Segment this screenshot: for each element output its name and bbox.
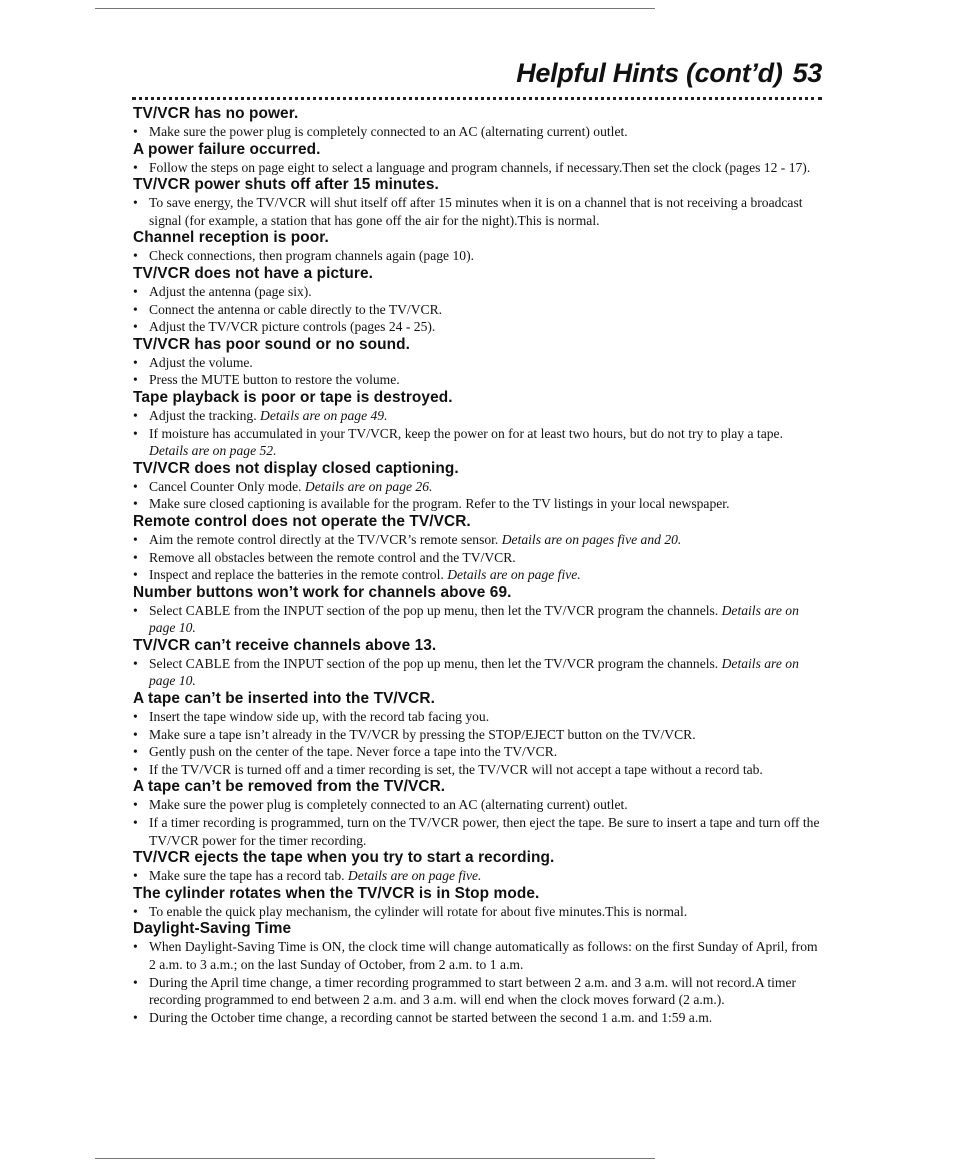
- hint-section: [133, 176, 823, 229]
- hint-item: [133, 602, 823, 637]
- hint-item: [133, 371, 823, 389]
- bullet-icon: •: [133, 761, 138, 777]
- hint-list: [133, 602, 823, 637]
- hint-item: [133, 425, 823, 460]
- hint-section: [133, 778, 823, 849]
- section-heading: TV/VCR does not have a picture.: [133, 264, 373, 282]
- hint-item: [133, 743, 823, 761]
- hint-section: [133, 336, 823, 389]
- hint-section: [133, 460, 823, 513]
- hint-text: Make sure the tape has a record tab.: [149, 868, 348, 884]
- hint-text: Inspect and replace the batteries in the remote control.: [149, 567, 448, 583]
- bullet-icon: •: [133, 301, 138, 317]
- section-heading: TV/VCR has no power.: [133, 105, 299, 122]
- page-reference: Details are on page five.: [347, 868, 482, 884]
- hint-text: During the April time change, a timer recording programmed to start between 2 a.m. and 3 a.m. will not record.A timer recording programmed to end between 2 a.m. and 3 a.m. will end when the clock moves forward (2 a.m.).: [149, 974, 797, 1008]
- bullet-icon: •: [133, 903, 138, 919]
- hint-text: To enable the quick play mechanism, the cylinder will rotate for about five minutes.This is normal.: [149, 903, 688, 919]
- section-heading: TV/VCR has poor sound or no sound.: [133, 335, 411, 353]
- hint-item: [133, 974, 823, 1009]
- hint-section: [133, 849, 823, 885]
- hint-item: [133, 903, 823, 921]
- hint-list: [133, 354, 823, 389]
- bullet-icon: •: [133, 159, 138, 175]
- hint-section: [133, 584, 823, 637]
- hint-list: [133, 938, 823, 1026]
- hint-text: Adjust the TV/VCR picture controls (pages 24 - 25).: [149, 319, 436, 335]
- bullet-icon: •: [133, 709, 138, 725]
- hint-list: [133, 194, 823, 229]
- hint-section: [133, 141, 823, 177]
- hint-section: [133, 690, 823, 778]
- hint-text: Make sure closed captioning is available for the program. Refer to the TV listings in your local newspaper.: [149, 496, 730, 512]
- hint-item: [133, 566, 823, 584]
- hint-section: [133, 513, 823, 584]
- section-heading: Number buttons won’t work for channels above 69.: [133, 583, 512, 601]
- bullet-icon: •: [133, 549, 138, 565]
- bullet-icon: •: [133, 407, 138, 423]
- hints-content: [133, 105, 823, 1026]
- hint-text: Adjust the tracking.: [149, 407, 260, 423]
- hint-text: Remove all obstacles between the remote control and the TV/VCR.: [149, 549, 516, 565]
- section-heading: Remote control does not operate the TV/VCR.: [133, 512, 471, 530]
- hint-list: [133, 123, 823, 141]
- hint-item: [133, 247, 823, 265]
- hint-item: [133, 796, 823, 814]
- bullet-icon: •: [133, 1009, 138, 1025]
- hint-item: [133, 478, 823, 496]
- section-heading: A power failure occurred.: [133, 140, 321, 158]
- hint-item: [133, 407, 823, 425]
- hint-item: [133, 354, 823, 372]
- hint-text: Select CABLE from the INPUT section of the pop up menu, then let the TV/VCR program the channels.: [149, 602, 722, 618]
- section-heading: TV/VCR ejects the tape when you try to start a recording.: [133, 849, 555, 867]
- hint-item: [133, 867, 823, 885]
- hint-item: [133, 159, 823, 177]
- hint-text: Connect the antenna or cable directly to the TV/VCR.: [149, 301, 443, 317]
- hint-item: [133, 761, 823, 779]
- hint-text: Adjust the antenna (page six).: [149, 283, 312, 299]
- hint-section: [133, 637, 823, 690]
- bullet-icon: •: [133, 425, 138, 441]
- hint-text: Aim the remote control directly at the TV/VCR’s remote sensor.: [149, 531, 502, 547]
- hint-list: [133, 159, 823, 177]
- hint-list: [133, 531, 823, 584]
- bottom-rule: [95, 1158, 655, 1159]
- hint-text: During the October time change, a recording cannot be started between the second 1 a.m. and 1:59 a.m.: [149, 1009, 713, 1025]
- bullet-icon: •: [133, 655, 138, 671]
- section-heading: Daylight-Saving Time: [133, 920, 292, 938]
- hint-list: [133, 407, 823, 460]
- bullet-icon: •: [133, 726, 138, 742]
- hint-text: Check connections, then program channels again (page 10).: [149, 248, 475, 264]
- page-title: Helpful Hints (cont’d): [516, 58, 783, 88]
- bullet-icon: •: [133, 283, 138, 299]
- bullet-icon: •: [133, 868, 138, 884]
- section-heading: Channel reception is poor.: [133, 229, 329, 247]
- hint-item: [133, 123, 823, 141]
- bullet-icon: •: [133, 531, 138, 547]
- section-heading: A tape can’t be inserted into the TV/VCR.: [133, 690, 435, 708]
- page-reference: Details are on page 10.: [149, 655, 799, 689]
- bullet-icon: •: [133, 974, 138, 990]
- bullet-icon: •: [133, 602, 138, 618]
- bullet-icon: •: [133, 478, 138, 494]
- hint-text: Gently push on the center of the tape. Never force a tape into the TV/VCR.: [149, 744, 558, 760]
- bullet-icon: •: [133, 124, 138, 139]
- page-reference: Details are on page 10.: [149, 602, 799, 636]
- bullet-icon: •: [133, 372, 138, 388]
- page-reference: Details are on pages five and 20.: [501, 531, 682, 547]
- hint-text: To save energy, the TV/VCR will shut itself off after 15 minutes when it is on a channel that is not receiving a broadcast signal (for example, a station that has gone off the air for the night).This is normal.: [149, 195, 803, 228]
- section-heading: TV/VCR power shuts off after 15 minutes.: [133, 176, 439, 194]
- bullet-icon: •: [133, 319, 138, 335]
- page-reference: Details are on page five.: [447, 567, 581, 583]
- hint-item: [133, 938, 823, 973]
- section-heading: TV/VCR can’t receive channels above 13.: [133, 636, 437, 654]
- bullet-icon: •: [133, 195, 138, 211]
- hint-item: [133, 726, 823, 744]
- hint-text: Make sure the power plug is completely connected to an AC (alternating current) outlet.: [149, 797, 628, 813]
- hint-section: [133, 229, 823, 265]
- page-reference: Details are on page 52.: [149, 443, 277, 459]
- hint-list: [133, 478, 823, 513]
- hint-item: [133, 495, 823, 513]
- bullet-icon: •: [133, 815, 138, 831]
- hint-list: [133, 796, 823, 849]
- section-heading: The cylinder rotates when the TV/VCR is in Stop mode.: [133, 884, 540, 902]
- hint-text: Insert the tape window side up, with the record tab facing you.: [149, 709, 490, 725]
- hint-item: [133, 814, 823, 849]
- bullet-icon: •: [133, 567, 138, 583]
- hint-list: [133, 903, 823, 921]
- page-number: 53: [792, 58, 822, 88]
- hint-list: [133, 655, 823, 690]
- hint-text: Adjust the volume.: [149, 354, 253, 370]
- hint-item: [133, 318, 823, 336]
- bullet-icon: •: [133, 248, 138, 264]
- hint-text: Make sure the power plug is completely connected to an AC (alternating current) outlet.: [149, 124, 628, 139]
- hint-text: Press the MUTE button to restore the volume.: [149, 372, 400, 388]
- hint-text: If moisture has accumulated in your TV/VCR, keep the power on for at least two hours, but do not try to play a tape.: [149, 425, 783, 441]
- hint-text: If the TV/VCR is turned off and a timer recording is set, the TV/VCR will not accept a tape without a record tab.: [149, 761, 763, 777]
- hint-section: [133, 265, 823, 336]
- hint-text: Select CABLE from the INPUT section of the pop up menu, then let the TV/VCR program the channels.: [149, 655, 722, 671]
- hint-item: [133, 301, 823, 319]
- bullet-icon: •: [133, 744, 138, 760]
- hint-text: Make sure a tape isn’t already in the TV/VCR by pressing the STOP/EJECT button on the TV/VCR.: [149, 726, 696, 742]
- hint-item: [133, 283, 823, 301]
- hint-text: Follow the steps on page eight to select a language and program channels, if necessary.Then set the clock (pages 12 - 17).: [149, 159, 811, 175]
- top-rule: [95, 8, 655, 9]
- bullet-icon: •: [133, 797, 138, 813]
- bullet-icon: •: [133, 354, 138, 370]
- hint-text: Cancel Counter Only mode.: [149, 478, 305, 494]
- page-reference: Details are on page 49.: [260, 407, 388, 423]
- bullet-icon: •: [133, 939, 138, 955]
- hint-item: [133, 549, 823, 567]
- hint-text: If a timer recording is programmed, turn on the TV/VCR power, then eject the tape. Be sure to insert a tape and turn off the TV/VCR power for the timer recording.: [149, 815, 820, 848]
- hint-item: [133, 1009, 823, 1027]
- hint-item: [133, 194, 823, 229]
- hint-section: [133, 885, 823, 921]
- hint-list: [133, 283, 823, 336]
- hint-item: [133, 531, 823, 549]
- hint-text: When Daylight-Saving Time is ON, the clock time will change automatically as follows: on the first Sunday of April, from 2 a.m. to 3 a.m.; on the last Sunday of October, from 2 a.m. to 1 a.m.: [149, 939, 818, 972]
- hint-list: [133, 247, 823, 265]
- hint-section: [133, 105, 823, 141]
- page-reference: Details are on page 26.: [304, 478, 433, 494]
- hint-section: [133, 389, 823, 460]
- hint-list: [133, 708, 823, 778]
- section-heading: A tape can’t be removed from the TV/VCR.: [133, 778, 446, 796]
- hint-section: [133, 920, 823, 1026]
- section-heading: Tape playback is poor or tape is destroyed.: [133, 388, 453, 406]
- bullet-icon: •: [133, 496, 138, 512]
- hint-item: [133, 708, 823, 726]
- hint-item: [133, 655, 823, 690]
- section-heading: TV/VCR does not display closed captioning.: [133, 459, 459, 477]
- dotted-divider: [132, 97, 822, 100]
- page-header: [516, 58, 822, 89]
- hint-list: [133, 867, 823, 885]
